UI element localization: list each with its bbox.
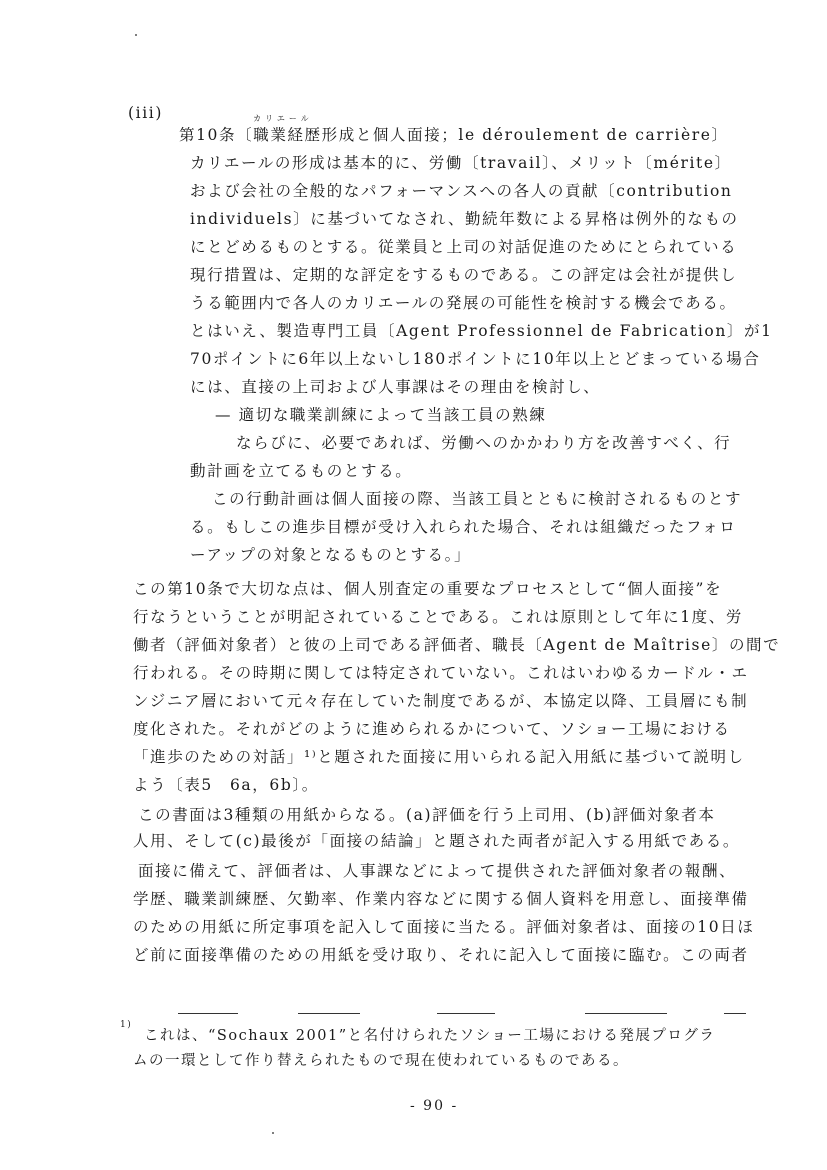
page-number: - 90 - xyxy=(410,1098,459,1114)
body-line: 面接に備えて、評価者は、人事課などによって提供された評価対象者の報酬、 xyxy=(138,862,737,880)
article-dash-item: — 適切な職業訓練によって当該工員の熟練 xyxy=(215,406,547,424)
footnote-mark: 1) xyxy=(120,1020,133,1030)
section-mark: (iii) xyxy=(128,104,163,122)
body-line: この第10条で大切な点は、個人別査定の重要なプロセスとして“個人面接”を xyxy=(133,580,723,598)
article-line: 動計画を立てるものとする。 xyxy=(190,462,413,480)
body-line: 「進歩のための対話」¹⁾と題された面接に用いられる記入用紙に基づいて説明し xyxy=(133,748,745,766)
footnote-line: これは、“Sochaux 2001”と名付けられたソショー工場における発展プログラ xyxy=(144,1028,716,1044)
body-line: この書面は3種類の用紙からなる。(a)評価を行う上司用、(b)評価対象者本 xyxy=(138,806,716,824)
body-line: ど前に面接準備のための用紙を受け取り、それに記入して面接に臨む。この両者 xyxy=(133,946,749,964)
article-line: この行動計画は個人面接の際、当該工員とともに検討されるものとす xyxy=(212,490,743,508)
body-line: 働者（評価対象者）と彼の上司である評価者、職長〔Agent de Maîtrise〕の間で xyxy=(133,636,781,654)
divider-segment xyxy=(585,1013,667,1014)
divider-segment xyxy=(178,1013,238,1014)
ruby-annotation: カリエール xyxy=(253,114,313,123)
body-line: のための用紙に所定事項を記入して面接に当たる。評価対象者は、面接の10日ほ xyxy=(133,918,755,936)
body-line: ンジニア層において元々存在していた制度であるが、本協定以降、工員層にも制 xyxy=(133,692,749,710)
article-line: にとどめるものとする。従業員と上司の対話促進のためにとられている xyxy=(190,238,738,256)
divider-segment xyxy=(724,1013,746,1014)
article-line: とはいえ、製造専門工員〔Agent Professionnel de Fabrication〕が1 xyxy=(190,322,773,340)
body-line: 度化された。それがどのように進められるかについて、ソショー工場における xyxy=(133,720,731,738)
article-line: る。もしこの進歩目標が受け入れられた場合、それは組織だったフォロ xyxy=(190,518,737,536)
article-line: ーアップの対象となるものとする。」 xyxy=(190,546,472,564)
article-line: うる範囲内で各人のカリエールの発展の可能性を検討する機会である。 xyxy=(190,294,737,312)
body-line: よう〔表5 6a，6b〕。 xyxy=(133,776,319,794)
body-line: 行われる。その時期に関しては特定されていない。これはいわゆるカードル・エ xyxy=(133,664,749,682)
scan-speck xyxy=(272,1132,274,1134)
body-line: 人用、そして(c)最後が「面接の結論」と題された両者が記入する用紙である。 xyxy=(133,832,740,850)
footnote-line: ムの一環として作り替えられたもので現在使われているものである。 xyxy=(133,1053,629,1069)
divider-segment xyxy=(437,1013,495,1014)
body-line: 行なうということが明記されていることである。これは原則として年に1度、労 xyxy=(133,608,743,626)
article-title: 第10条〔職業経歴形成と個人面接；le déroulement de carrière〕 xyxy=(179,126,729,144)
article-line: には、直接の上司および人事課はその理由を検討し、 xyxy=(190,378,601,396)
article-line: および会社の全般的なパフォーマンスへの各人の貢献〔contribution xyxy=(190,182,733,200)
article-line: individuels〕に基づいてなされ、勤続年数による昇格は例外的なもの xyxy=(190,210,739,228)
divider-segment xyxy=(298,1013,360,1014)
body-line: 学歴、職業訓練歴、欠勤率、作業内容などに関する個人資料を用意し、面接準備 xyxy=(133,890,749,908)
article-line: 現行措置は、定期的な評定をするものである。この評定は会社が提供し xyxy=(190,266,738,284)
article-line: ならびに、必要であれば、労働へのかかわり方を改善すべく、行 xyxy=(236,434,732,452)
article-line: 70ポイントに6年以上ないし180ポイントに10年以上とどまっている場合 xyxy=(190,350,761,368)
article-line: カリエールの形成は基本的に、労働〔travail〕、メリット〔mérite〕 xyxy=(190,154,732,172)
scan-speck xyxy=(135,34,137,36)
